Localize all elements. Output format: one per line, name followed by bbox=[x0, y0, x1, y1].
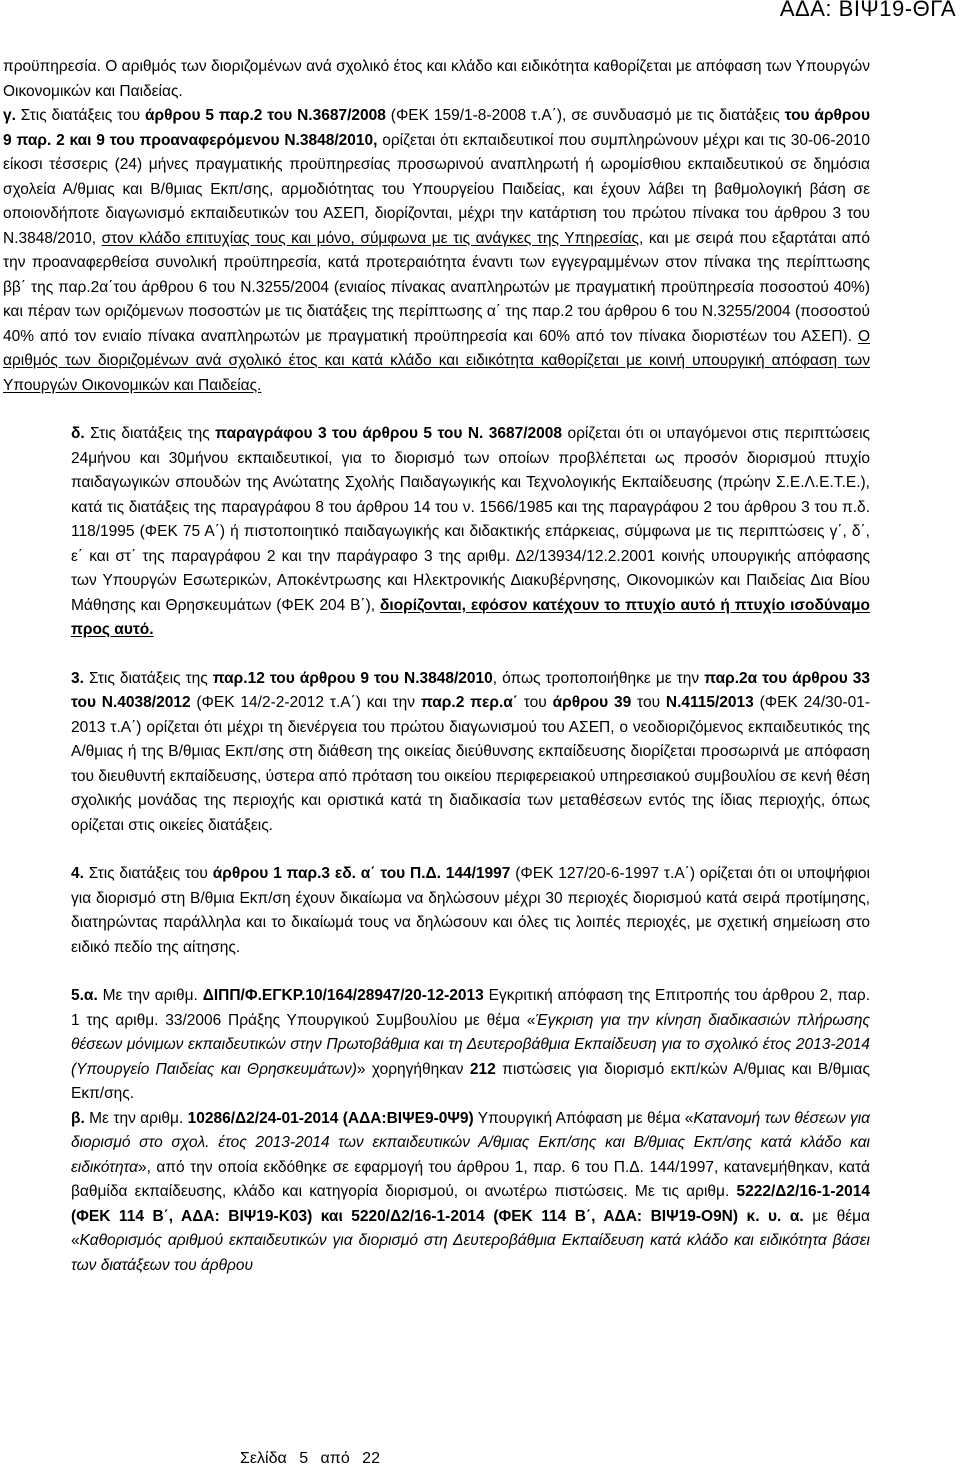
text-run: του bbox=[517, 694, 553, 711]
text-run: Εγκριτική απόφαση της Επιτροπής του άρθρου 2, παρ. 1 της αριθμ. 33/2006 Πράξης Υπουργικού Συμβουλίου με θέμα « bbox=[71, 987, 870, 1029]
paragraph-continuation bbox=[3, 55, 870, 104]
text-run: » χορηγήθηκαν bbox=[356, 1060, 470, 1078]
text-run: Στις διατάξεις του bbox=[15, 107, 145, 124]
text-run-bold: β. bbox=[71, 1109, 85, 1127]
paragraph-5b bbox=[3, 1107, 870, 1279]
document-body bbox=[3, 55, 870, 1278]
text-run-underlined: στον κλάδο επιτυχίας τους και μόνο, σύμφωνα με τις ανάγκες της Υπηρεσίας bbox=[101, 229, 640, 247]
page-number: Σελίδα 5 από 22 bbox=[240, 1450, 380, 1467]
text-run: (ΦΕΚ 127/20-6-1997 τ.Α΄) ορίζεται ότι οι υποψήφιοι για διορισμό στη Β/θμια Εκπ/ση έχουν δικαίωμα να δηλώσουν μέχρι 30 περιοχές διορισμού κατά σειρά προτίμησης, διατηρώντας παράλληλα και το δικαίωμά τους να δηλώσουν και όλες τις λοιπές περιοχές, με σχετική σημείωση στο ειδικό πεδίο της αίτησης. bbox=[71, 865, 870, 956]
text-run: », από την οποία εκδόθηκε σε εφαρμογή του άρθρου 1, παρ. 6 του Π.Δ. 144/1997, κατανεμήθηκαν, κατά βαθμίδα εκπαίδευσης, κλάδο και κατηγορία διορισμού, οι ανωτέρω πιστώσεις. Με τις αριθμ. bbox=[71, 1158, 870, 1200]
paragraph-gap bbox=[3, 838, 870, 862]
text-run-italic: Καθορισμός αριθμού εκπαιδευτικών για διορισμό στη Δευτεροβάθμια Εκπαίδευση κατά κλάδο και ειδικότητα βάσει των διατάξεων του άρθρου bbox=[71, 1232, 870, 1274]
text-run-bold: παρ.2 περ.α΄ bbox=[420, 694, 518, 711]
text-run-bold: άρθρου 5 παρ.2 του Ν. bbox=[144, 107, 313, 124]
text-run-bold-underlined: διορίζονται, εφόσον κατέχουν το πτυχίο αυτό ή πτυχίο ισοδύναμο προς αυτό. bbox=[71, 596, 870, 638]
text-run-bold: παρ.12 του άρθρου 9 του Ν.3848/2010 bbox=[212, 669, 493, 687]
paragraph-4 bbox=[3, 862, 870, 960]
paragraph-gap bbox=[3, 643, 870, 667]
paragraph-delta bbox=[3, 422, 870, 643]
paragraph-gap bbox=[3, 960, 870, 984]
text-run: , και με σειρά που εξαρτάται από την προαναφερθείσα συνολική προϋπηρεσία, κατά προτεραιότητα έναντι των εγγεγραμμένων στον πίνακα της περίπτωσης ββ΄ της παρ.2α΄του άρθρου 6 του Ν.3255/2004 (ενιαίος πίνακας αναπληρωτών με πραγματική προϋπηρεσία ποσοστού 40%) και πέραν των οριζόμενων ποσοστών με τις διατάξεις της περίπτωσης α΄ της παρ.2 του άρθρου 6 του Ν.3255/2004 (ποσοστού 40% από τον ενιαίο πίνακα αναπληρωτών με πραγματική προϋπηρεσία και 60% από τον πίνακα διοριστέων του ΑΣΕΠ). bbox=[3, 229, 870, 345]
text-run: ορίζεται ότι εκπαιδευτικοί που συμπληρώνουν μέχρι και τις 30-06-2010 είκοσι τέσσερις (24) μήνες πραγματικής προϋπηρεσίας προσωρινού αναπληρωτή ή ωρομίσθιου εκπαιδευτικού σε δημόσια σχολεία Α/θμιας και Β/θμιας Εκπ/σης, αρμοδιότητας του Υπουργείου Παιδείας, και έχουν λάβει τη βαθμολογική βάση σε οποιονδήποτε διαγωνισμό εκπαιδευτικών του ΑΣΕΠ, διορίζονται, μέχρι την κατάρτιση του πρώτου πίνακα του άρθρου 3 του Ν.3848/2010, bbox=[3, 131, 870, 247]
text-run: του bbox=[631, 694, 666, 711]
text-run-bold: 3. bbox=[71, 669, 84, 687]
text-run-bold: παρ.2α του άρθρου 33 του Ν.4038/2012 bbox=[71, 669, 870, 711]
text-run-bold: 3687/2008 bbox=[312, 107, 386, 124]
text-run-bold: ΔΙΠΠ/Φ.ΕΓΚΡ.10/164/28947/20-12-2013 bbox=[202, 987, 484, 1004]
text-run: , όπως τροποποιήθηκε με την bbox=[492, 669, 705, 687]
text-run-bold: παραγράφου 3 του άρθρου 5 του Ν. 3687/2008 bbox=[215, 425, 563, 442]
text-run: Υπουργική Απόφαση με θέμα « bbox=[473, 1109, 694, 1127]
text-run: Στις διατάξεις της bbox=[83, 669, 213, 687]
text-run-italic: Έγκριση για την κίνηση διαδικασιών πλήρωσης θέσεων μόνιμων εκπαιδευτικών στην Πρωτοβάθμια και τη Δευτεροβάθμια Εκπαίδευση για το σχολικό έτος 2013-2014 (Υπουργείο Παιδείας και Θρησκευμάτων) bbox=[71, 1011, 870, 1078]
text-run: πιστώσεις για διορισμό εκπ/κών Α/θμιας και Β/θμιας Εκπ/σης. bbox=[71, 1060, 870, 1102]
text-run-bold: του άρθρου 9 παρ. 2 και 9 του προαναφερόμενου Ν.3848/2010, bbox=[3, 107, 871, 149]
text-run: Στις διατάξεις της bbox=[84, 425, 216, 442]
text-run-bold: δ. bbox=[71, 425, 85, 442]
text-run: Με την αριθμ. bbox=[84, 1109, 188, 1127]
text-run-bold: γ. bbox=[3, 107, 16, 124]
text-run-bold: άρθρου 39 bbox=[552, 694, 632, 711]
paragraph-gap bbox=[3, 398, 870, 422]
text-run-bold: άρθρου 1 παρ.3 εδ. α΄ του Π.Δ. 144/1997 bbox=[212, 865, 511, 882]
text-run-bold: 10286/Δ2/24-01-2014 (ΑΔΑ:ΒΙΨΕ9-0Ψ9) bbox=[187, 1109, 474, 1127]
text-run-bold: 212 bbox=[469, 1060, 496, 1078]
text-run-italic: Κατανομή των θέσεων για διορισμό στο σχολ. έτος 2013-2014 των εκπαιδευτικών Α/θμιας Εκπ/σης και Β/θμιας Εκπ/σης κατά κλάδο και ειδικότητα bbox=[71, 1109, 870, 1176]
text-run: προϋπηρεσία. Ο αριθμός των διοριζομένων ανά σχολικό έτος και κλάδο και ειδικότητα καθορίζεται με απόφαση των Υπουργών Οικονομικών και Παιδείας. bbox=[3, 58, 870, 100]
text-run: Στις διατάξεις του bbox=[83, 865, 213, 882]
text-run: (ΦΕΚ 24/30-01-2013 τ.Α΄) ορίζεται ότι μέχρι τη διενέργεια του πρώτου διαγωνισμού του ΑΣΕΠ, ο νεοδιοριζόμενος εκπαιδευτικός της Α/θμιας ή της Β/θμιας Εκπ/σης στη διάθεση της οικείας διεύθυνσης εκπαίδευσης διορίζεται προσωρινά με απόφαση του διευθυντή εκπαίδευσης, ύστερα από πρόταση του οικείου περιφερειακού υπηρεσιακού συμβουλίου σε κενή θέση σχολικής μονάδας της περιοχής και οριστικά κατά τη διαδικασία των μεταθέσεων εντός της ίδιας περιοχής, όπως ορίζεται στις οικείες διατάξεις. bbox=[71, 694, 870, 834]
text-run: Με την αριθμ. bbox=[97, 987, 203, 1004]
paragraph-5a bbox=[3, 984, 870, 1107]
text-run-bold: Ν.4115/2013 bbox=[665, 694, 754, 711]
text-run-bold: 5.α. bbox=[71, 987, 98, 1004]
text-run-bold: 4. bbox=[71, 865, 84, 882]
text-run: (ΦΕΚ 159/1-8-2008 τ.Α΄), σε συνδυασμό με τις διατάξεις bbox=[385, 107, 785, 124]
text-run-bold: 5222/Δ2/16-1-2014 (ΦΕΚ 114 Β΄, ΑΔΑ: ΒΙΨ19-Κ03) και 5220/Δ2/16-1-2014 (ΦΕΚ 114 Β΄, ΑΔΑ: ΒΙΨ19-Ο9Ν) κ. υ. α. bbox=[71, 1183, 870, 1225]
paragraph-3 bbox=[3, 667, 870, 839]
text-run-underlined: Ο αριθμός των διοριζομένων ανά σχολικό έτος και κατά κλάδο και ειδικότητα καθορίζεται με κοινή υπουργική απόφαση των Υπουργών Οικονομικών και Παιδείας. bbox=[3, 327, 870, 394]
paragraph-gamma bbox=[3, 104, 870, 398]
text-run: με θέμα « bbox=[71, 1207, 870, 1249]
page-footer bbox=[0, 1450, 960, 1468]
ada-code: ΑΔΑ: ΒΙΨ19-ΘΓΑ bbox=[779, 0, 956, 21]
text-run: (ΦΕΚ 14/2-2-2012 τ.Α΄) και την bbox=[190, 694, 421, 711]
text-run: ορίζεται ότι οι υπαγόμενοι στις περιπτώσεις 24μήνου και 30μήνου εκπαιδευτικοί, για το διορισμό των οποίων προβλέπεται ως προσόν διορισμού πτυχίο παιδαγωγικών σπουδών της Ανώτατης Σχολής Παιδαγωγικής και Τεχνολογικής Εκπαίδευσης (πρώην Σ.Ε.Λ.Ε.Τ.Ε.), κατά τις διατάξεις της παραγράφου 8 του άρθρου 14 του ν. 1566/1985 και της παραγράφου 2 του άρθρου 3 του π.δ. 118/1995 (ΦΕΚ 75 Α΄) ή πιστοποιητικό παιδαγωγικής και διδακτικής επάρκειας, σύμφωνα με τις περιπτώσεις γ΄, δ΄, ε΄ και στ΄ της παραγράφου 2 και την παράγραφο 3 της αριθμ. Δ2/13934/12.2.2001 κοινής υπουργικής απόφασης των Υπουργών Εσωτερικών, Αποκέντρωσης και Ηλεκτρονικής Διακυβέρνησης, Οικονομικών και Παιδείας Δια Βίου Μάθησης και Θρησκευμάτων (ΦΕΚ 204 Β΄), bbox=[71, 425, 871, 614]
